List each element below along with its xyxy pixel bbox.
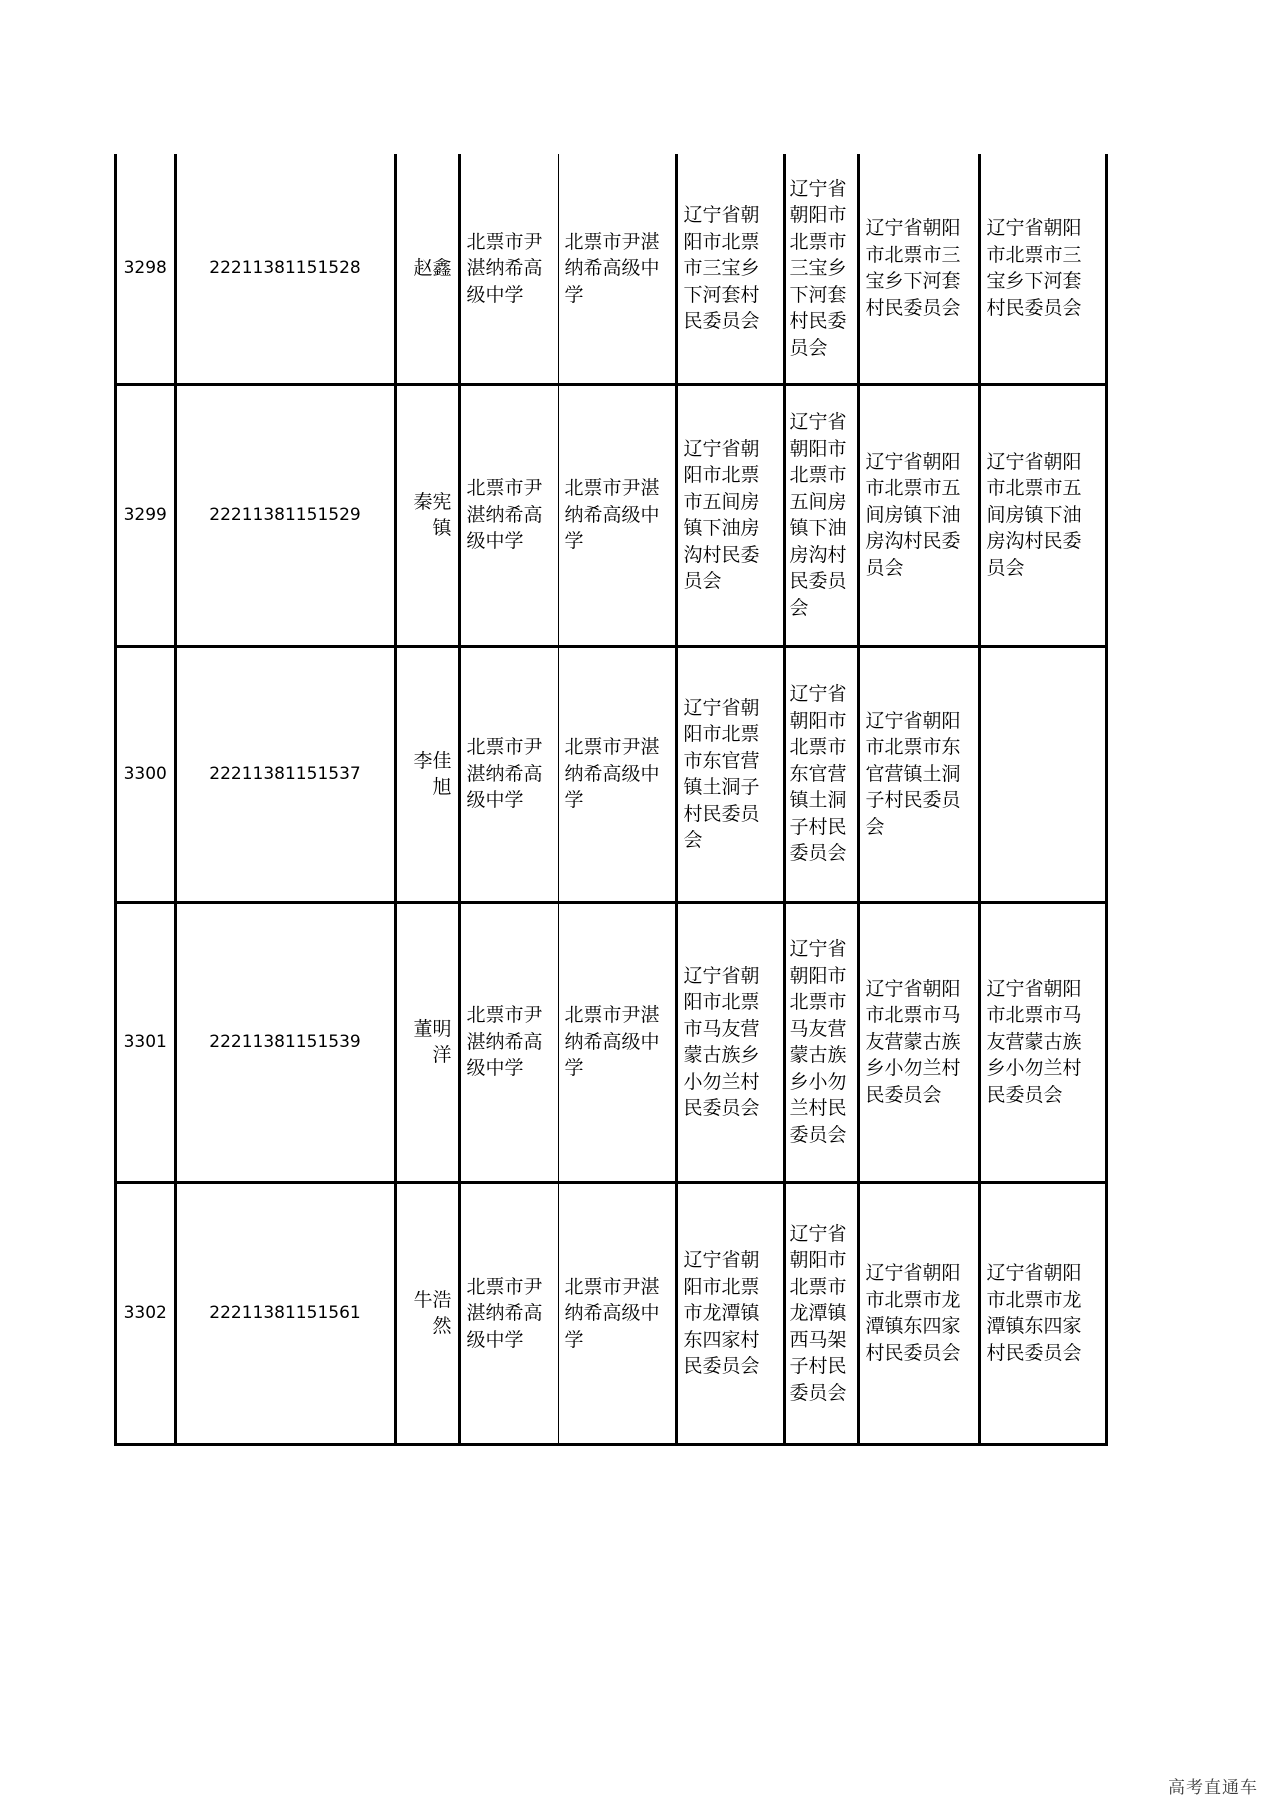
exam-id-cell: 22211381151537	[175, 646, 395, 902]
serial-number-cell: 3301	[117, 902, 175, 1182]
school-cell: 北票市尹湛纳希高级中学	[558, 902, 676, 1182]
school-cell: 北票市尹湛纳希高级中学	[558, 646, 676, 902]
address-cell: 辽宁省朝阳市北票市东官营镇土洞子村民委员会	[784, 646, 858, 902]
address-cell	[979, 646, 1105, 902]
address-cell: 辽宁省朝阳市北票市三宝乡下河套村民委员会	[979, 154, 1105, 384]
address-cell: 辽宁省朝阳市北票市五间房镇下油房沟村民委员会	[784, 384, 858, 646]
school-cell: 北票市尹湛纳希高级中学	[459, 902, 558, 1182]
student-name-cell: 董明洋	[395, 902, 459, 1182]
address-cell: 辽宁省朝阳市北票市五间房镇下油房沟村民委员会	[676, 384, 784, 646]
address-cell: 辽宁省朝阳市北票市马友营蒙古族乡小勿兰村民委员会	[979, 902, 1105, 1182]
address-cell: 辽宁省朝阳市北票市东官营镇土洞子村民委员会	[858, 646, 979, 902]
serial-number-cell: 3298	[117, 154, 175, 384]
address-cell: 辽宁省朝阳市北票市龙潭镇西马架子村民委员会	[784, 1182, 858, 1443]
roster-grid	[117, 154, 1105, 1443]
serial-number-cell: 3299	[117, 384, 175, 646]
student-name-cell: 李佳旭	[395, 646, 459, 902]
exam-id-cell: 22211381151561	[175, 1182, 395, 1443]
address-cell: 辽宁省朝阳市北票市龙潭镇东四家村民委员会	[676, 1182, 784, 1443]
table-row	[117, 1182, 1105, 1443]
site-watermark: 高考直通车	[1168, 1778, 1258, 1798]
student-name-cell: 赵鑫	[395, 154, 459, 384]
student-name-cell: 秦宪镇	[395, 384, 459, 646]
student-roster-table	[114, 154, 1108, 1446]
exam-id-cell: 22211381151529	[175, 384, 395, 646]
address-cell: 辽宁省朝阳市北票市五间房镇下油房沟村民委员会	[858, 384, 979, 646]
school-cell: 北票市尹湛纳希高级中学	[558, 154, 676, 384]
school-cell: 北票市尹湛纳希高级中学	[558, 1182, 676, 1443]
address-cell: 辽宁省朝阳市北票市三宝乡下河套村民委员会	[676, 154, 784, 384]
address-cell: 辽宁省朝阳市北票市龙潭镇东四家村民委员会	[986, 1262, 1082, 1364]
table-row	[117, 154, 1105, 384]
serial-number-cell: 3302	[117, 1182, 175, 1443]
school-cell: 北票市尹湛纳希高级中学	[459, 384, 558, 646]
school-cell: 北票市尹湛纳希高级中学	[558, 384, 676, 646]
exam-id-cell: 22211381151528	[175, 154, 395, 384]
address-cell: 辽宁省朝阳市北票市马友营蒙古族乡小勿兰村民委员会	[676, 902, 784, 1182]
address-cell: 辽宁省朝阳市北票市马友营蒙古族乡小勿兰村民委员会	[858, 902, 979, 1182]
school-cell: 北票市尹湛纳希高级中学	[459, 646, 558, 902]
school-cell: 北票市尹湛纳希高级中学	[459, 154, 558, 384]
serial-number-cell: 3300	[117, 646, 175, 902]
exam-id-cell: 22211381151539	[175, 902, 395, 1182]
table-row	[117, 646, 1105, 902]
address-cell: 辽宁省朝阳市北票市三宝乡下河套村民委员会	[858, 154, 979, 384]
address-cell: 辽宁省朝阳市北票市三宝乡下河套村民委员会	[784, 154, 858, 384]
address-cell: 辽宁省朝阳市北票市马友营蒙古族乡小勿兰村民委员会	[784, 902, 858, 1182]
school-cell: 北票市尹湛纳希高级中学	[459, 1182, 558, 1443]
table-row	[117, 902, 1105, 1182]
student-name-cell: 牛浩然	[395, 1182, 459, 1443]
address-cell: 辽宁省朝阳市北票市龙潭镇东四家村民委员会	[858, 1182, 979, 1443]
address-cell: 辽宁省朝阳市北票市东官营镇土洞子村民委员会	[676, 646, 784, 902]
address-cell: 辽宁省朝阳市北票市五间房镇下油房沟村民委员会	[979, 384, 1105, 646]
table-row	[117, 384, 1105, 646]
